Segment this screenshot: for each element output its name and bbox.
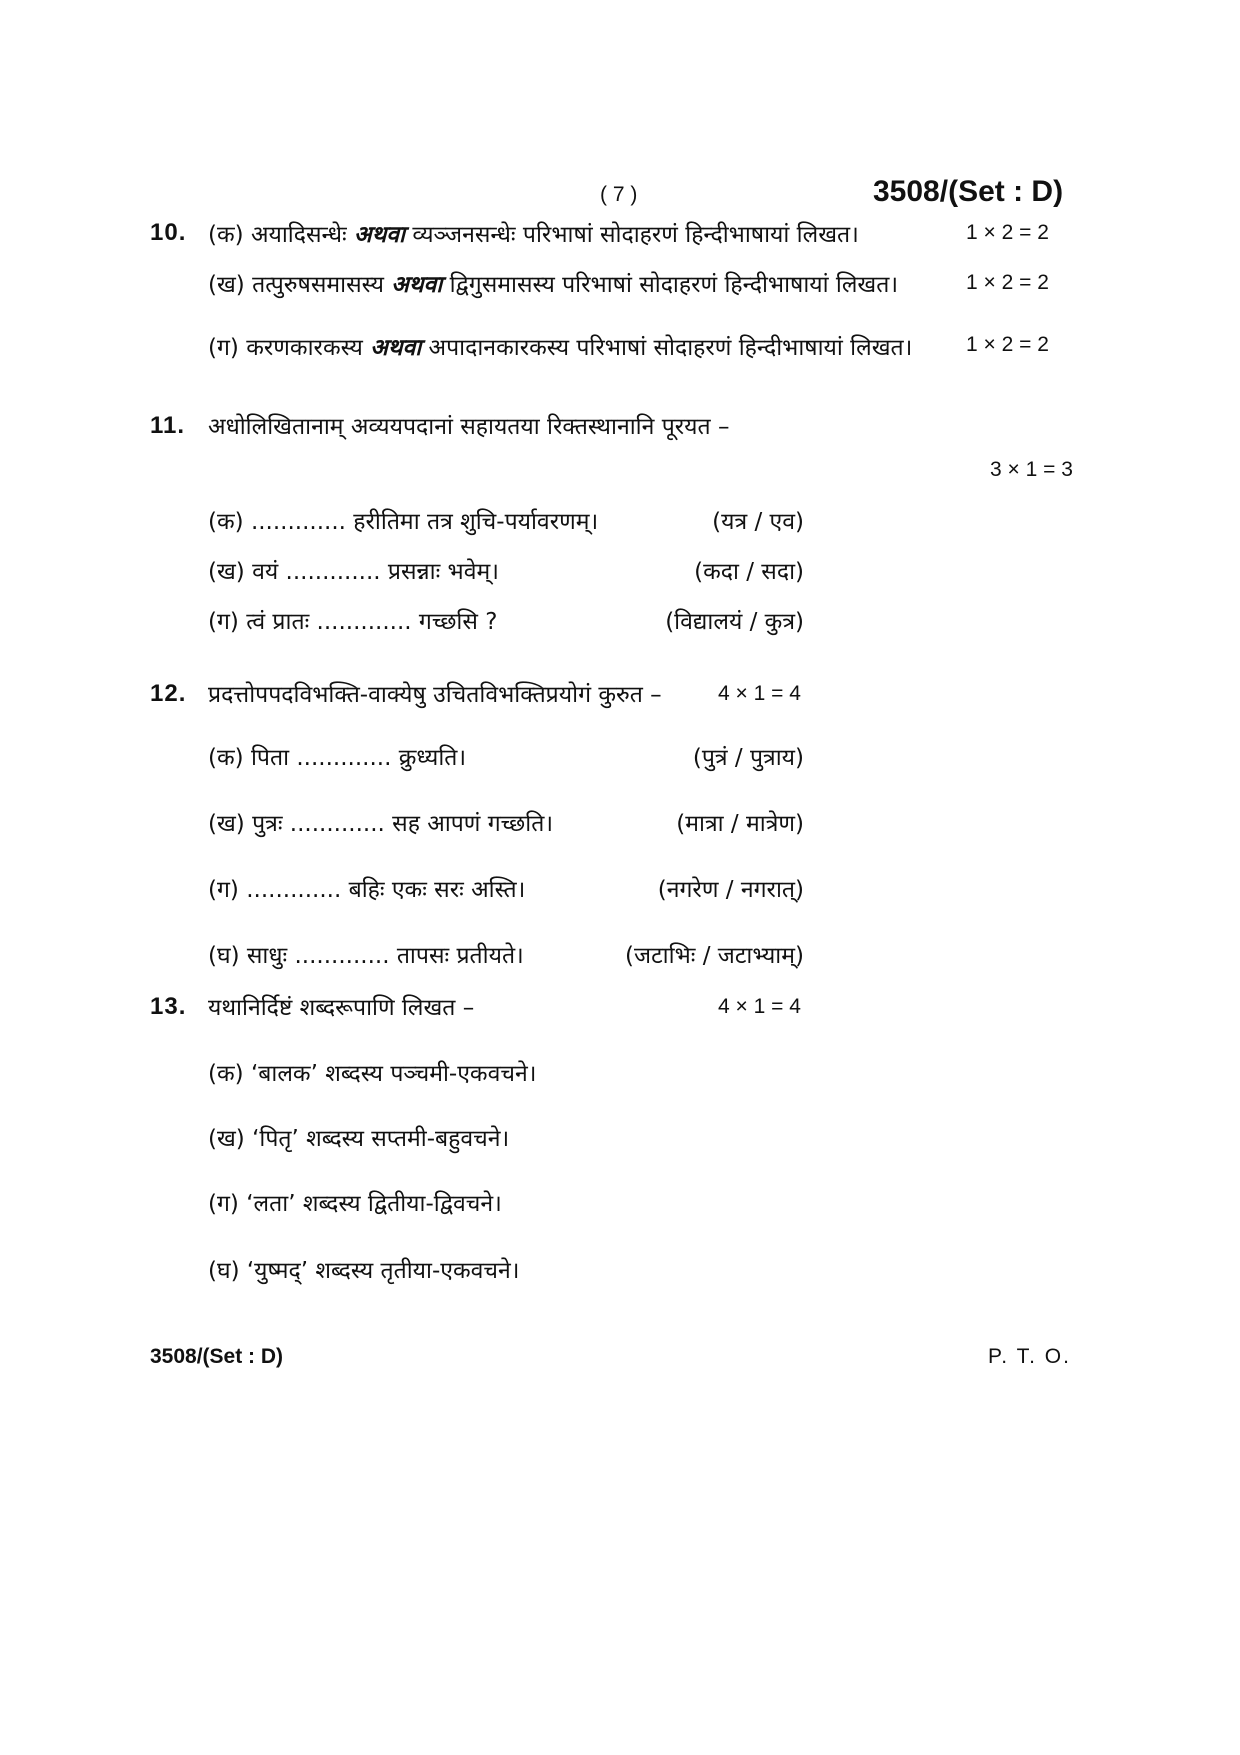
item-label: (ख) — [208, 272, 245, 298]
item-text-a: अयादिसन्धेः — [250, 222, 347, 248]
q11-text: अधोलिखितानाम् अव्ययपदानां सहायतया रिक्तस्थानानि पूरयत – — [208, 414, 730, 440]
q12-ga-options: (नगरेण / नगरात्) — [657, 877, 804, 903]
item-label: (ख) — [208, 559, 245, 585]
q12-marks: 4 × 1 = 4 — [718, 682, 801, 705]
item-text: ‘लता’ शब्दस्य द्वितीया-द्विवचने। — [246, 1191, 502, 1217]
item-label: (घ) — [208, 1258, 240, 1284]
item-text: ............. हरीतिमा तत्र शुचि-पर्यावरणम्। — [250, 509, 599, 535]
q11-number: 11. — [150, 412, 186, 439]
item-text: ‘बालक’ शब्दस्य पञ्चमी-एकवचने। — [250, 1061, 537, 1087]
q11-item-ka — [208, 504, 598, 536]
item-text-a: तत्पुरुषसमासस्य — [252, 272, 384, 298]
q13-marks: 4 × 1 = 4 — [718, 995, 801, 1018]
item-label: (ग) — [208, 877, 239, 903]
q10-number: 10. — [150, 219, 187, 246]
item-text: साधुः ............. तापसः प्रतीयते। — [246, 943, 524, 969]
q12-item-kha — [208, 806, 553, 838]
item-label: (क) — [208, 1061, 244, 1087]
q12-ka-options: (पुत्रं / पुत्राय) — [692, 745, 804, 771]
q12-number: 12. — [150, 680, 187, 707]
footer-paper-code: 3508/(Set : D) — [150, 1345, 284, 1368]
q13-item-kha — [208, 1121, 509, 1153]
q12-item-ka — [208, 740, 466, 772]
q12-item-ga — [208, 872, 525, 904]
item-text-b: व्यञ्जनसन्धेः परिभाषां सोदाहरणं हिन्दीभाषायां लिखत। — [412, 222, 859, 248]
q13-text: यथानिर्दिष्टं शब्दरूपाणि लिखत – — [208, 995, 475, 1021]
q10-item-ka — [208, 217, 859, 249]
q10-ga-marks: 1 × 2 = 2 — [966, 333, 1049, 356]
item-text: पिता ............. क्रुध्यति। — [250, 745, 467, 771]
item-label: (क) — [208, 222, 244, 248]
pto-label: P. T. O. — [988, 1345, 1071, 1368]
q11-item-kha — [208, 554, 499, 586]
q11-marks: 3 × 1 = 3 — [990, 458, 1073, 481]
item-label: (क) — [208, 745, 244, 771]
item-text: ‘पितृ’ शब्दस्य सप्तमी-बहुवचने। — [252, 1126, 510, 1152]
item-label: (ग) — [208, 335, 239, 361]
q10-item-kha — [208, 267, 898, 299]
item-text-b: अपादानकारकस्य परिभाषां सोदाहरणं हिन्दीभाषायां लिखत। — [428, 335, 913, 361]
q13-number: 13. — [150, 993, 187, 1020]
item-text: ‘युष्मद्’ शब्दस्य तृतीया-एकवचने। — [246, 1258, 520, 1284]
q10-kha-marks: 1 × 2 = 2 — [966, 271, 1049, 294]
q11-ga-options: (विद्यालयं / कुत्र) — [665, 609, 804, 635]
q12-kha-options: (मात्रा / मात्रेण) — [676, 811, 804, 837]
q12-item-gha — [208, 938, 524, 970]
q10-item-ga — [208, 330, 912, 362]
q12-text: प्रदत्तोपपदविभक्ति-वाक्येषु उचितविभक्तिप्रयोगं कुरुत – — [208, 682, 662, 708]
item-label: (घ) — [208, 943, 240, 969]
q13-item-ka — [208, 1056, 536, 1088]
q13-item-gha — [208, 1253, 520, 1285]
paper-code: 3508/(Set : D) — [873, 175, 1064, 208]
q11-kha-options: (कदा / सदा) — [694, 559, 804, 585]
q12-gha-options: (जटाभिः / जटाभ्याम्) — [625, 943, 804, 969]
item-text-b: द्विगुसमासस्य परिभाषां सोदाहरणं हिन्दीभाषायां लिखत। — [449, 272, 899, 298]
item-text: वयं ............. प्रसन्नाः भवेम्। — [252, 559, 499, 585]
item-label: (ग) — [208, 609, 239, 635]
athva-word: अथवा — [391, 272, 443, 298]
item-label: (ख) — [208, 811, 245, 837]
athva-word: अथवा — [354, 222, 406, 248]
item-text-a: करणकारकस्य — [246, 335, 363, 361]
item-text: ............. बहिः एकः सरः अस्ति। — [246, 877, 526, 903]
q11-ka-options: (यत्र / एव) — [712, 509, 804, 535]
item-text: त्वं प्रातः ............. गच्छसि ? — [246, 609, 498, 635]
q11-item-ga — [208, 604, 497, 636]
item-label: (ग) — [208, 1191, 239, 1217]
item-text: पुत्रः ............. सह आपणं गच्छति। — [252, 811, 554, 837]
q13-item-ga — [208, 1186, 502, 1218]
q10-ka-marks: 1 × 2 = 2 — [966, 221, 1049, 244]
item-label: (ख) — [208, 1126, 245, 1152]
item-label: (क) — [208, 509, 244, 535]
page-number: ( 7 ) — [600, 183, 638, 206]
athva-word: अथवा — [370, 335, 422, 361]
